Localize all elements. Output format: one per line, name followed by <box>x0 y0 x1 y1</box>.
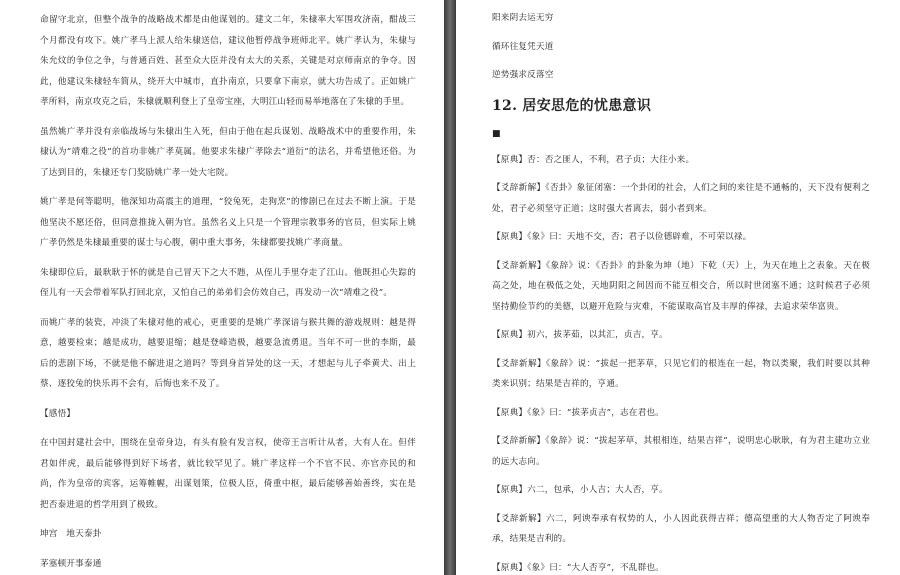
insight-heading: 【感悟】 <box>40 408 76 419</box>
page-gutter <box>444 0 456 575</box>
classic-entry: 【原典】否：否之匪人，不利，君子贞；大往小来。 <box>492 154 695 165</box>
verse-line: 茅塞顿开事泰通 <box>40 558 102 569</box>
left-page <box>0 0 444 575</box>
classic-entry: 【原典】初六，拔茅茹，以其汇，贞吉，亨。 <box>492 330 668 340</box>
body-paragraph: 命留守北京，但整个战争的战略战术都是由他谋划的。建文二年，朱棣率大军围攻济南，酣战三个月都没有攻下。姚广孝马上派人给朱棣送信，建议他暂停战争班师北平。姚广孝认为，朱棣与朱允炆的争位之争，与普通百姓、甚至众大臣并没有太大的关系，关键是对京师南京的争夺。因此，他建议朱棣轻车简从，绕开大中城市，直扑南京，只要拿下南京，就大功告成了。正如姚广孝所料，南京攻克之后，朱棣就顺利登上了皇帝宝座，大明江山轻而易举地落在了朱棣的手里。 <box>40 15 416 107</box>
classic-entry: 【原典】六二，包承，小人吉；大人否，亨。 <box>492 485 668 495</box>
body-paragraph: 姚广孝是何等聪明，他深知功高震主的道理，“狡兔死，走狗烹”的惨剧已在过去不断上演。于是他坚决不愿还俗，但同意推拢入朝为官。虽然名义上只是一个管理宗教事务的官员，但实际上姚广孝仍然是朱棣最重要的谋士与心腹，朝中重大事务，朱棣都要找姚广孝商量。 <box>40 197 416 248</box>
section-title: 12. 居安思危的忧患意识 <box>492 97 652 114</box>
verse-block <box>492 8 870 86</box>
right-page <box>456 0 900 575</box>
classic-entry: 【原典】《象》曰：“大人否亨”，不乱群也。 <box>492 562 664 573</box>
verse-line: 阳来阴去运无穷 <box>492 13 554 23</box>
body-paragraph: 虽然姚广孝并没有亲临战场与朱棣出生入死，但由于他在起兵谋划、战略战术中的重要作用，朱棣认为“靖难之役”的首功非姚广孝莫属。他要求朱棣广孝除去“道衍”的法名，并希望他还俗。为了达到目的，朱棣还专门奖励姚广孝一处大宅院。 <box>40 126 416 178</box>
body-paragraph: 在中国封建社会中，围绕在皇帝身边，有头有脸有发言权，使帝王言听计从者，大有人在。但伴君如伴虎，最后能够得到好下场者，就比较罕见了。姚广孝这样一个不官不民、亦官亦民的和尚，作为皇帝的宾客，运筹帷幄，出谋划策，位极人臣，倚重中枢，最后能够善始善终，实在是把否泰进退的哲学用到了极致。 <box>40 438 416 510</box>
interpretation-entry: 【爻辞新解】六二，阿谀奉承有权势的人，小人因此获得吉祥；德高望重的大人物否定了阿谀奉承，结果是吉利的。 <box>492 513 870 544</box>
interpretation-entry: 【爻辞新解】《象辞》说：“拔起一把茅草，只见它们的根连在一起，物以类聚，我们时要以其种类来识别；结果是吉祥的，亨通。 <box>492 358 870 389</box>
verse-line: 逆势强求反落空 <box>492 70 554 80</box>
classic-entry: 【原典】《象》曰：“拔茅贞吉”，志在君也。 <box>492 407 664 418</box>
hexagram-title: 坤宫 地天泰卦 <box>40 529 102 539</box>
verse-line: 循环往复凭天道 <box>492 41 554 52</box>
body-paragraph: 而姚广孝的装瓷，冲淡了朱棣对他的戒心，更重要的是姚广孝深谙与猴共舞的游戏规则：越是得意，越要检束；越是成功，越要退缩；越是登峰造极，越要急流勇退。当年不可一世的李斯，最后的悲剧下场，不就是他不解进退之道吗？等到身首异处的这一天，才想起与儿子牵黄犬、出上蔡、逐狡兔的快乐再不会有，后悔也来不及了。 <box>40 317 416 389</box>
classic-entry: 【原典】《象》曰：天地不交，否；君子以俭德辟难，不可荣以禄。 <box>492 232 752 242</box>
body-paragraph: 朱棣即位后，最耿耿于怀的就是自己冒天下之大不韪，从侄儿手里夺走了江山。他既担心失踪的侄儿有一天会带着军队打回北京，又怕自己的弟弟们会仿效自己，再发动一次“靖难之役”。 <box>40 267 416 298</box>
interpretation-entry: 【爻辞新解】《否卦》象征闭塞：一个卦闭的社会，人们之间的来往是不通畅的，天下没有便利之处，君子必须坚守正道；这时强大者离去，弱小者到来。 <box>492 183 870 214</box>
interpretation-entry: 【爻辞新解】《象辞》说：《否卦》的卦象为坤（地）下乾（天）上，为天在地上之表象。天在极高之处，地在极低之处，天地阴阳之间因而不能互相交合，所以时世闭塞不通；这时候君子必须坚持勤俭节约的美德，以避开危险与灾难，不能谋取高官及丰厚的俸禄，去追求荣华富贵。 <box>492 260 870 312</box>
interpretation-entry: 【爻辞新解】《象辞》说：“拔起茅草，其根相连，结果吉祥”，说明忠心耿耿，有为君主建功立业的远大志向。 <box>492 436 870 467</box>
bullet-marker: ■ <box>492 128 501 139</box>
